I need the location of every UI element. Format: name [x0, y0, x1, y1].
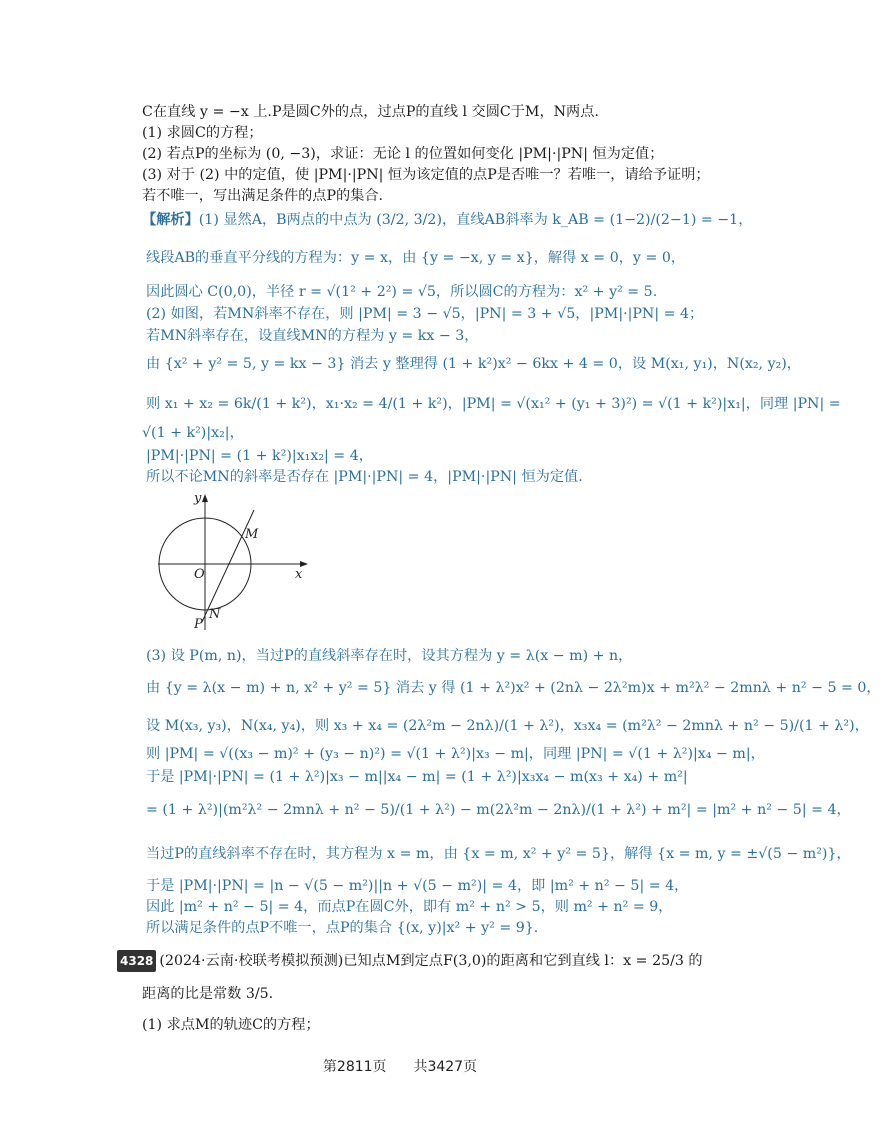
solution3-line-9: 因此 |m² + n² − 5| = 4，而点P在圆C外，即有 m² + n² > 5，则 m² + n² = 9，: [146, 899, 673, 915]
solution-line-7: 则 x₁ + x₂ = 6k/(1 + k²)，x₁·x₂ = 4/(1 + k²)，|PM| = √(x₁² + (y₁ + 3)²) = √(1 + k²)|x₁|，同理 |PN| =: [146, 396, 841, 412]
n-label: N: [209, 607, 221, 622]
next-problem-line-1-text: (2024·云南·校联考模拟预测)已知点M到定点F(3,0)的距离和它到直线 l：x = 25/3 的: [159, 953, 703, 969]
m-label: M: [245, 527, 259, 542]
solution3-line-6: = (1 + λ²)|(m²λ² − 2mnλ + n² − 5)/(1 + λ²) − m(2λ²m − 2nλ)/(1 + λ²) + m²| = |m² + n² − 5| = 4，: [146, 802, 851, 818]
problem-line-2: (1) 求圆C的方程；: [142, 125, 263, 141]
y-label: y: [194, 491, 202, 506]
solution-line-9: |PM|·|PN| = (1 + k²)|x₁x₂| = 4，: [146, 448, 373, 464]
page-footer: [0, 1056, 800, 1076]
solution-line-2: 线段AB的垂直平分线的方程为：y = x，由 {y = −x, y = x}，解得 x = 0，y = 0，: [146, 250, 686, 266]
solution-line-6: 由 {x² + y² = 5, y = kx − 3} 消去 y 整理得 (1 + k²)x² − 6kx + 4 = 0，设 M(x₁, y₁)，N(x₂, y₂)，: [146, 356, 801, 372]
solution3-line-4: 则 |PM| = √((x₃ − m)² + (y₃ − n)²) = √(1 + λ²)|x₃ − m|，同理 |PN| = √(1 + λ²)|x₄ − m|，: [146, 746, 765, 762]
solution-line-4: (2) 如图，若MN斜率不存在，则 |PM| = 3 − √5，|PN| = 3 + √5，|PM|·|PN| = 4；: [146, 306, 704, 322]
origin-label: O: [194, 567, 205, 582]
solution-line-3: 因此圆心 C(0,0)，半径 r = √(1² + 2²) = √5，所以圆C的方程为：x² + y² = 5.: [146, 284, 658, 300]
solution3-line-5: 于是 |PM|·|PN| = (1 + λ²)|x₃ − m||x₄ − m| = (1 + λ²)|x₃x₄ − m(x₃ + x₄) + m²|: [146, 769, 688, 785]
solution3-line-2: 由 {y = λ(x − m) + n, x² + y² = 5} 消去 y 得 (1 + λ²)x² + (2nλ − 2λ²m)x + m²λ² − 2mnλ + n² − 5 = 0，: [146, 680, 881, 696]
problem-line-5: 若不唯一，写出满足条件的点P的集合.: [142, 188, 384, 204]
y-axis-arrow: [202, 494, 208, 502]
solution3-line-3: 设 M(x₃, y₃)，N(x₄, y₄)，则 x₃ + x₄ = (2λ²m − 2nλ)/(1 + λ²)，x₃x₄ = (m²λ² − 2mnλ + n² − 5)/(1 + λ²)，: [146, 718, 869, 734]
p-label: P: [194, 617, 203, 632]
next-problem-line-2: 距离的比是常数 3/5.: [142, 986, 274, 1002]
problem-line-1: C在直线 y = −x 上.P是圆C外的点，过点P的直线 l 交圆C于M，N两点.: [142, 104, 599, 120]
solution3-line-8: 于是 |PM|·|PN| = |n − √(5 − m²)||n + √(5 − m²)| = 4，即 |m² + n² − 5| = 4，: [146, 878, 689, 894]
solution-line-1-text: (1) 显然A，B两点的中点为 (3/2, 3/2)，直线AB斜率为 k_AB = (1−2)/(2−1) = −1，: [198, 212, 753, 228]
solution-line-1: [142, 210, 752, 230]
solution3-line-7: 当过P的直线斜率不存在时，其方程为 x = m，由 {x = m, x² + y² = 5}，解得 {x = m, y = ±√(5 − m²)}，: [146, 846, 851, 862]
page-number: 第2811页: [322, 1059, 387, 1075]
problem-line-3: (2) 若点P的坐标为 (0, −3)，求证：无论 l 的位置如何变化 |PM|·|PN| 恒为定值；: [142, 146, 664, 162]
total-pages: 共3427页: [413, 1059, 478, 1075]
solution-line-5: 若MN斜率存在，设直线MN的方程为 y = kx − 3，: [146, 328, 479, 344]
solution-line-8: √(1 + k²)|x₂|，: [142, 425, 244, 441]
next-problem-line-3: (1) 求点M的轨迹C的方程；: [142, 1017, 320, 1033]
problem-number-badge: 4328: [117, 950, 156, 972]
solution-line-10: 所以不论MN的斜率是否存在 |PM|·|PN| = 4，|PM|·|PN| 恒为定值.: [146, 469, 583, 485]
solution-tag: 【解析】: [142, 212, 199, 228]
problem-line-4: (3) 对于 (2) 中的定值，使 |PM|·|PN| 恒为该定值的点P是否唯一？若唯一，请给予证明；: [142, 167, 710, 183]
x-label: x: [295, 567, 303, 582]
circle-figure: [150, 492, 310, 632]
solution3-line-10: 所以满足条件的点P不唯一，点P的集合 {(x, y)|x² + y² = 9}.: [146, 920, 539, 936]
next-problem-line-1: [117, 950, 703, 972]
solution3-line-1: (3) 设 P(m, n)，当过P的直线斜率存在时，设其方程为 y = λ(x − m) + n，: [146, 648, 633, 664]
